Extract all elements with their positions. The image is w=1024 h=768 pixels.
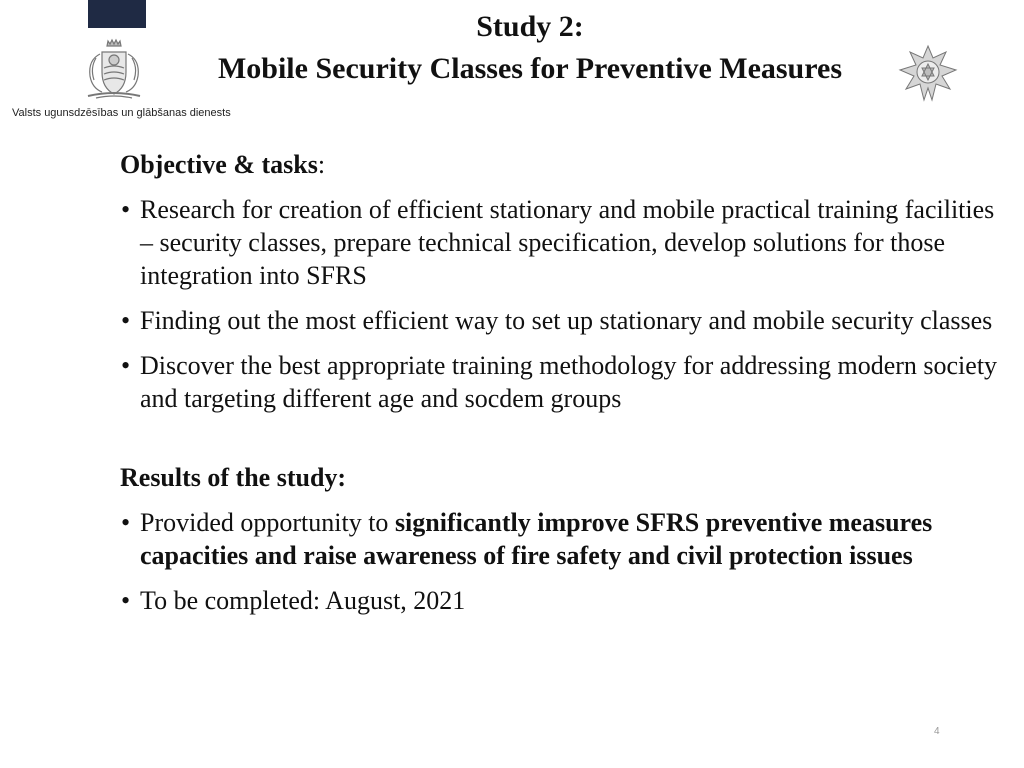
results-bullet-2: • To be completed: August, 2021 <box>120 584 1000 617</box>
objective-bullet-2: • Finding out the most efficient way to set up stationary and mobile security classes <box>120 304 1000 337</box>
objective-heading <box>120 148 1000 181</box>
header-accent-block <box>88 0 146 28</box>
results-bullet-1 <box>120 506 1000 572</box>
objective-heading-colon: : <box>317 150 326 179</box>
results-bullet-1-emphasis: significantly improve SFRS preventive measures capacities and raise awareness of fire safety and civil protection issues <box>140 508 933 570</box>
objective-bullet-3: • Discover the best appropriate training methodology for addressing modern society and targeting different age and socdem groups <box>120 349 1000 415</box>
results-list <box>120 506 1000 617</box>
slide-body <box>120 148 1000 617</box>
slide-title-line2: Mobile Security Classes for Preventive Measures <box>217 52 843 85</box>
organization-name: Valsts ugunsdzēsības un glābšanas dienests <box>12 107 231 119</box>
page-number: 4 <box>934 726 940 737</box>
objective-bullet-1: • Research for creation of efficient stationary and mobile practical training facilities – security classes, prepare technical specification, develop solutions for those integration into SFRS <box>120 193 1000 292</box>
objective-heading-text: Objective & tasks <box>120 150 318 179</box>
results-heading: Results of the study: <box>120 463 347 492</box>
slide-title-line1: Study 2: <box>476 10 584 43</box>
objective-list <box>120 193 1000 415</box>
rescue-service-emblem-icon <box>898 44 958 104</box>
coat-of-arms-icon <box>82 38 146 104</box>
results-bullet-1-prefix: Provided opportunity to <box>140 508 395 537</box>
section-spacer <box>120 415 1000 461</box>
